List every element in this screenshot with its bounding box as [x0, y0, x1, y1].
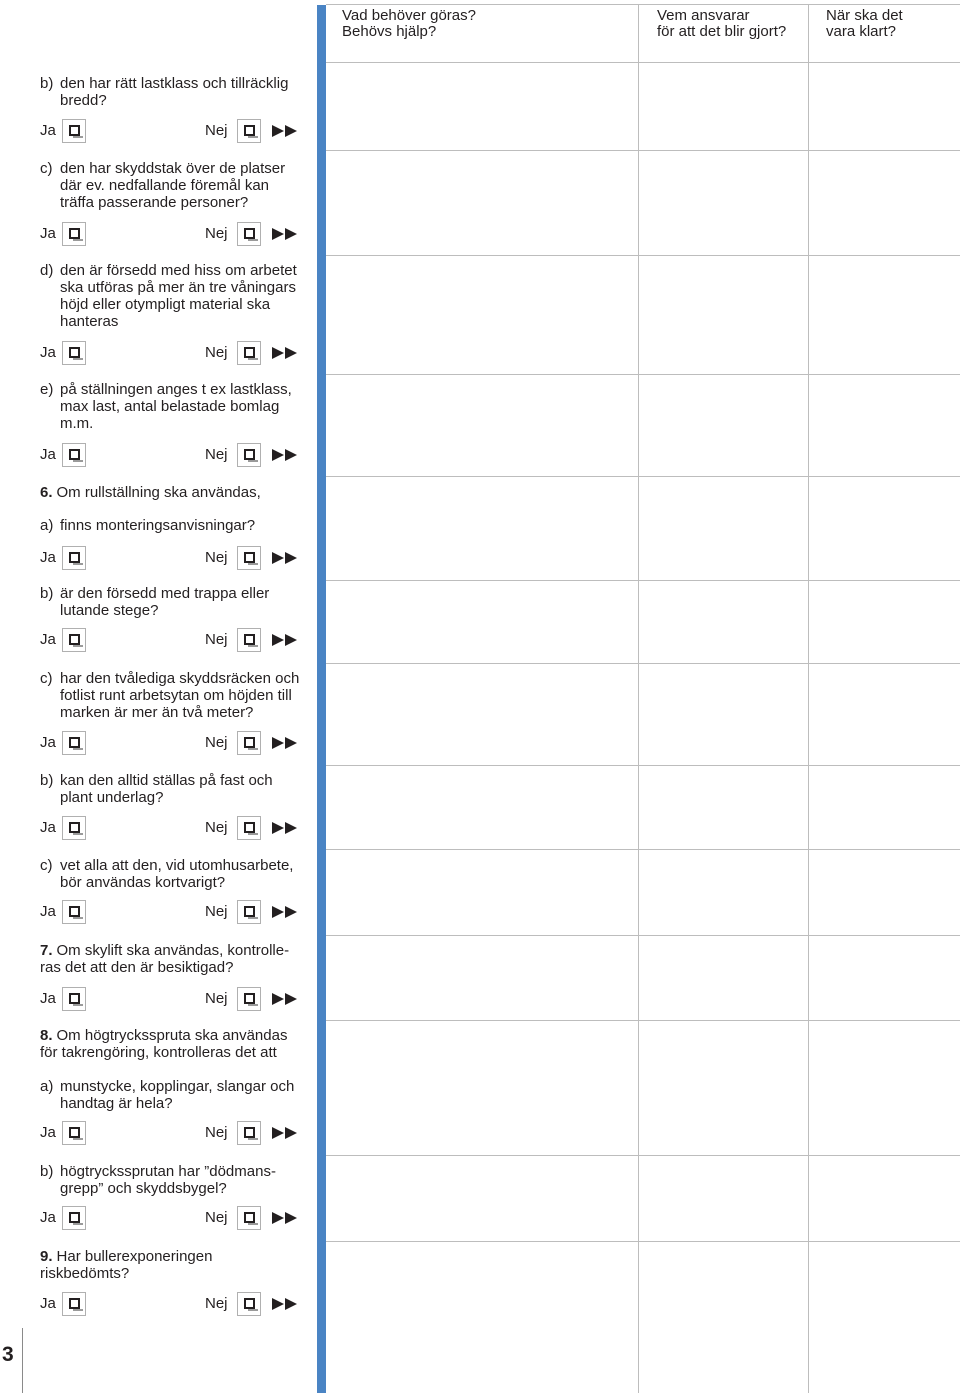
checkbox-icon: [69, 228, 80, 239]
yes-checkbox[interactable]: [62, 341, 86, 365]
checkbox-icon: [244, 822, 255, 833]
no-checkbox[interactable]: [237, 1206, 261, 1230]
question: [40, 772, 316, 806]
checkbox-icon: [244, 1127, 255, 1138]
answer-row: [40, 119, 300, 143]
no-checkbox[interactable]: [237, 731, 261, 755]
question: [40, 381, 316, 432]
header-when-done: [826, 8, 903, 40]
checkbox-icon: [244, 449, 255, 460]
question-text: den har skyddstak över de platser: [60, 160, 286, 177]
grid-row-line: [326, 935, 960, 936]
question-text: på ställningen anges t ex lastklass,: [60, 381, 292, 398]
question-text: munstycke, kopplingar, slangar och: [60, 1078, 295, 1095]
question: [40, 1078, 316, 1112]
no-label: Nej: [205, 819, 228, 836]
question-text: den har rätt lastklass och tillräcklig: [60, 75, 289, 92]
header-line: Behövs hjälp?: [342, 23, 437, 40]
question-text: är den försedd med trappa eller: [60, 585, 270, 602]
checkbox-icon: [244, 993, 255, 1004]
yes-label: Ja: [40, 344, 56, 361]
yes-checkbox[interactable]: [62, 987, 86, 1011]
checkbox-icon: [69, 737, 80, 748]
question-text: hanteras: [60, 313, 119, 330]
header-what-needs-doing: [342, 8, 476, 40]
question-text: ska utföras på mer än tre våningars: [60, 279, 296, 296]
grid-row-line: [326, 1241, 960, 1242]
question-label: b): [40, 772, 54, 789]
question-line: [40, 585, 316, 602]
checkbox-icon: [69, 1127, 80, 1138]
answer-row: [40, 628, 300, 652]
double-arrow-icon: [272, 737, 298, 749]
answer-row: [40, 443, 300, 467]
question-text: där ev. nedfallande föremål kan: [60, 177, 270, 194]
section-number: 7.: [40, 942, 53, 959]
checkbox-icon: [69, 347, 80, 358]
yes-label: Ja: [40, 446, 56, 463]
question-line: [40, 670, 316, 687]
yes-checkbox[interactable]: [62, 1206, 86, 1230]
header-line: När ska det: [826, 7, 903, 24]
yes-checkbox[interactable]: [62, 816, 86, 840]
question-text: m.m.: [60, 415, 94, 432]
grid-top-line: [326, 4, 960, 5]
section-number: 9.: [40, 1248, 53, 1265]
checkbox-icon: [69, 993, 80, 1004]
grid-row-line: [326, 849, 960, 850]
question-line: [40, 75, 316, 92]
answer-row: [40, 731, 300, 755]
section-line: [40, 942, 316, 959]
yes-label: Ja: [40, 631, 56, 648]
no-checkbox[interactable]: [237, 1292, 261, 1316]
no-label: Nej: [205, 631, 228, 648]
yes-label: Ja: [40, 990, 56, 1007]
checkbox-icon: [244, 634, 255, 645]
no-label: Nej: [205, 1295, 228, 1312]
yes-checkbox[interactable]: [62, 119, 86, 143]
no-checkbox[interactable]: [237, 222, 261, 246]
yes-checkbox[interactable]: [62, 222, 86, 246]
yes-checkbox[interactable]: [62, 628, 86, 652]
grid-row-line: [326, 663, 960, 664]
answer-row: [40, 341, 300, 365]
no-label: Nej: [205, 549, 228, 566]
double-arrow-icon: [272, 822, 298, 834]
question: [40, 585, 316, 619]
section-text: riskbedömts?: [40, 1265, 130, 1282]
question-line: [40, 517, 316, 534]
checkbox-icon: [244, 906, 255, 917]
no-label: Nej: [205, 1124, 228, 1141]
yes-label: Ja: [40, 549, 56, 566]
section-heading: [40, 942, 316, 976]
no-checkbox[interactable]: [237, 443, 261, 467]
checkbox-icon: [244, 1298, 255, 1309]
checkbox-icon: [244, 228, 255, 239]
yes-label: Ja: [40, 225, 56, 242]
page-number: 3: [2, 1343, 14, 1366]
grid-row-line: [326, 1020, 960, 1021]
double-arrow-icon: [272, 634, 298, 646]
header-line: Vem ansvarar: [657, 7, 750, 24]
question-text: träffa passerande personer?: [60, 194, 249, 211]
question: [40, 75, 316, 109]
checkbox-icon: [69, 822, 80, 833]
question: [40, 857, 316, 891]
page-margin-rule: [22, 1328, 23, 1393]
section-heading: [40, 1248, 316, 1282]
question-text: plant underlag?: [60, 789, 164, 806]
double-arrow-icon: [272, 906, 298, 918]
answer-row: [40, 222, 300, 246]
no-label: Nej: [205, 344, 228, 361]
checkbox-icon: [69, 552, 80, 563]
question-label: e): [40, 381, 54, 398]
question-text: bredd?: [60, 92, 107, 109]
section-text: Om rullställning ska användas,: [56, 484, 261, 501]
question: [40, 517, 316, 534]
yes-checkbox[interactable]: [62, 443, 86, 467]
question-label: b): [40, 1163, 54, 1180]
section-number: 6.: [40, 484, 53, 501]
question-text: högtryckssprutan har ”dödmans-: [60, 1163, 276, 1180]
no-checkbox[interactable]: [237, 1121, 261, 1145]
yes-checkbox[interactable]: [62, 1121, 86, 1145]
header-line: för att det blir gjort?: [657, 23, 787, 40]
yes-label: Ja: [40, 819, 56, 836]
no-checkbox[interactable]: [237, 987, 261, 1011]
question-label: c): [40, 160, 53, 177]
answer-row: [40, 1292, 300, 1316]
section-text: Om skylift ska användas, kontrolle-: [56, 942, 290, 959]
yes-label: Ja: [40, 122, 56, 139]
double-arrow-icon: [272, 228, 298, 240]
yes-checkbox[interactable]: [62, 731, 86, 755]
question-label: a): [40, 517, 54, 534]
checkbox-icon: [244, 347, 255, 358]
question-label: d): [40, 262, 54, 279]
question: [40, 262, 316, 330]
question: [40, 1163, 316, 1197]
question-line: [40, 381, 316, 398]
checkbox-icon: [69, 634, 80, 645]
question-text: handtag är hela?: [60, 1095, 173, 1112]
double-arrow-icon: [272, 347, 298, 359]
checkbox-icon: [69, 1298, 80, 1309]
no-checkbox[interactable]: [237, 341, 261, 365]
double-arrow-icon: [272, 125, 298, 137]
no-label: Nej: [205, 225, 228, 242]
question-text: max last, antal belastade bomlag: [60, 398, 280, 415]
question-text: har den tvålediga skyddsräcken och: [60, 670, 300, 687]
no-checkbox[interactable]: [237, 816, 261, 840]
header-who-responsible: [657, 8, 786, 40]
no-label: Nej: [205, 990, 228, 1007]
grid-row-line: [326, 255, 960, 256]
question-line: [40, 1163, 316, 1180]
question-label: b): [40, 75, 54, 92]
checkbox-icon: [69, 1212, 80, 1223]
question-line: [40, 160, 316, 177]
no-checkbox[interactable]: [237, 546, 261, 570]
question-line: [40, 857, 316, 874]
question-line: [40, 262, 316, 279]
checkbox-icon: [244, 1212, 255, 1223]
yes-label: Ja: [40, 903, 56, 920]
yes-checkbox[interactable]: [62, 900, 86, 924]
grid-column-divider: [638, 4, 639, 1393]
no-checkbox[interactable]: [237, 628, 261, 652]
question-label: a): [40, 1078, 54, 1095]
question-text: kan den alltid ställas på fast och: [60, 772, 273, 789]
no-label: Nej: [205, 122, 228, 139]
no-checkbox[interactable]: [237, 119, 261, 143]
header-line: vara klart?: [826, 23, 897, 40]
question-text: bör användas kortvarigt?: [60, 874, 226, 891]
answer-row: [40, 1206, 300, 1230]
no-label: Nej: [205, 903, 228, 920]
question-label: b): [40, 585, 54, 602]
checkbox-icon: [69, 906, 80, 917]
question-line: [40, 1078, 316, 1095]
grid-row-line: [326, 1155, 960, 1156]
grid-row-line: [326, 476, 960, 477]
section-line: [40, 1027, 316, 1044]
double-arrow-icon: [272, 1298, 298, 1310]
question-text: höjd eller otympligt material ska: [60, 296, 271, 313]
accent-bar: [317, 5, 326, 1393]
answer-row: [40, 987, 300, 1011]
section-text: ras det att den är besiktigad?: [40, 959, 234, 976]
checkbox-icon: [244, 125, 255, 136]
section-line: [40, 1248, 316, 1265]
checkbox-icon: [69, 125, 80, 136]
double-arrow-icon: [272, 1212, 298, 1224]
question: [40, 670, 316, 721]
question-line: [40, 772, 316, 789]
no-label: Nej: [205, 1209, 228, 1226]
question-text: fotlist runt arbetsytan om höjden till: [60, 687, 292, 704]
no-checkbox[interactable]: [237, 900, 261, 924]
answer-row: [40, 900, 300, 924]
grid-column-divider: [808, 4, 809, 1393]
checkbox-icon: [244, 552, 255, 563]
yes-checkbox[interactable]: [62, 546, 86, 570]
yes-label: Ja: [40, 1209, 56, 1226]
checkbox-icon: [69, 449, 80, 460]
grid-header-line: [326, 62, 960, 63]
yes-label: Ja: [40, 1295, 56, 1312]
answer-row: [40, 816, 300, 840]
double-arrow-icon: [272, 449, 298, 461]
section-number: 8.: [40, 1027, 53, 1044]
question-text: marken är mer än två meter?: [60, 704, 254, 721]
grid-row-line: [326, 150, 960, 151]
no-label: Nej: [205, 734, 228, 751]
grid-row-line: [326, 374, 960, 375]
question-text: lutande stege?: [60, 602, 159, 619]
question: [40, 160, 316, 211]
question-label: c): [40, 857, 53, 874]
answer-row: [40, 1121, 300, 1145]
section-text: Om högtrycksspruta ska användas: [56, 1027, 288, 1044]
yes-label: Ja: [40, 1124, 56, 1141]
section-heading: [40, 1027, 316, 1061]
question-text: grepp” och skyddsbygel?: [60, 1180, 227, 1197]
section-text: för takrengöring, kontrolleras det att: [40, 1044, 277, 1061]
double-arrow-icon: [272, 552, 298, 564]
yes-checkbox[interactable]: [62, 1292, 86, 1316]
section-heading: [40, 484, 316, 501]
yes-label: Ja: [40, 734, 56, 751]
grid-row-line: [326, 765, 960, 766]
double-arrow-icon: [272, 1127, 298, 1139]
answer-row: [40, 546, 300, 570]
no-label: Nej: [205, 446, 228, 463]
question-text: finns monteringsanvisningar?: [60, 517, 256, 534]
section-line: [40, 484, 316, 501]
double-arrow-icon: [272, 993, 298, 1005]
header-line: Vad behöver göras?: [342, 7, 476, 24]
checkbox-icon: [244, 737, 255, 748]
question-text: den är försedd med hiss om arbetet: [60, 262, 297, 279]
question-text: vet alla att den, vid utomhusarbete,: [60, 857, 294, 874]
grid-row-line: [326, 580, 960, 581]
section-text: Har bullerexponeringen: [56, 1248, 213, 1265]
question-label: c): [40, 670, 53, 687]
